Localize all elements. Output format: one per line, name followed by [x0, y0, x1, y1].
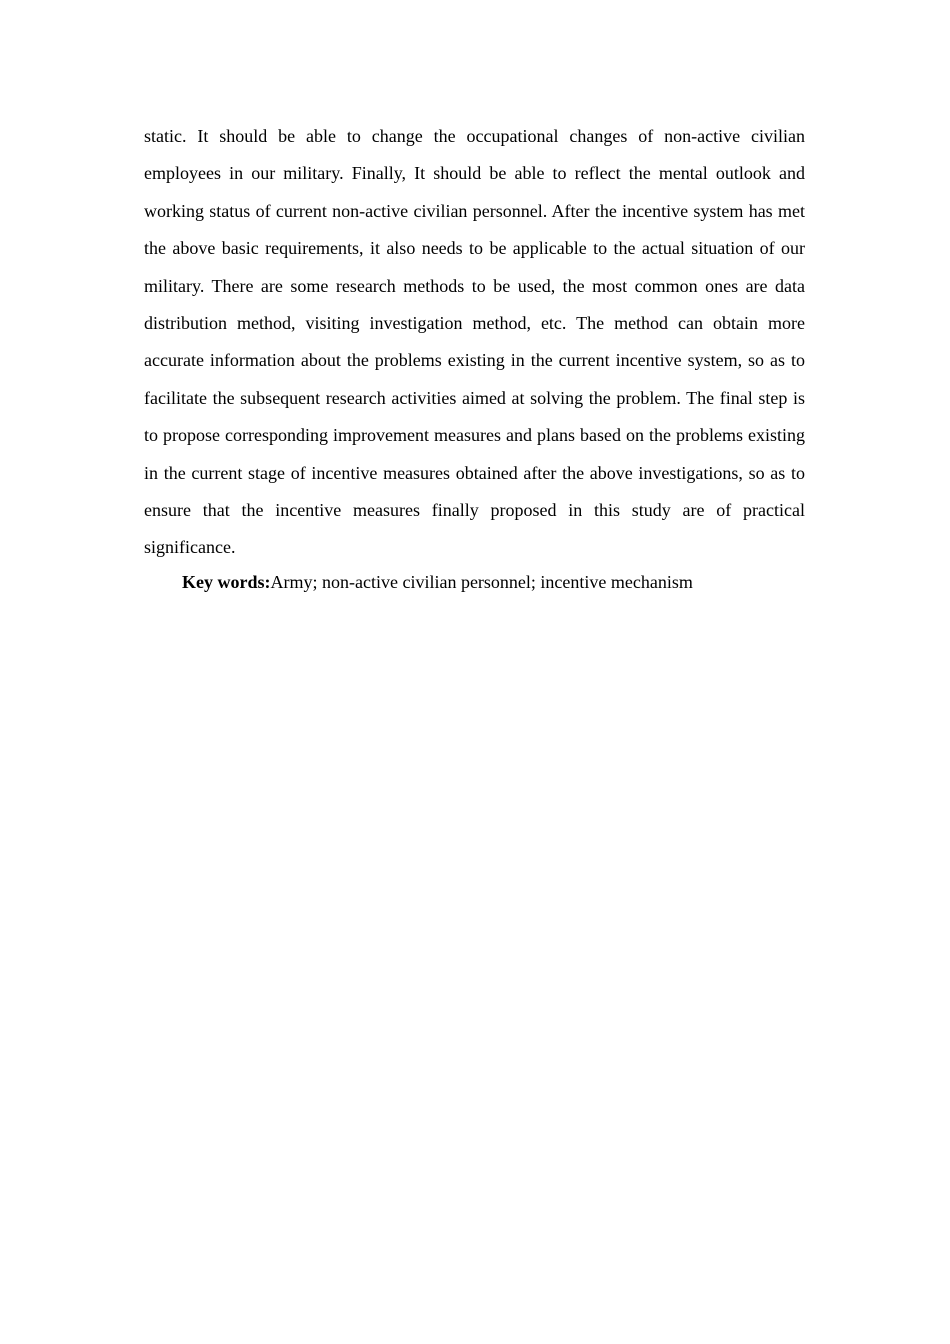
keywords-line — [144, 564, 805, 601]
keywords-value: Army; non-active civilian personnel; incentive mechanism — [270, 571, 693, 592]
page-content — [144, 118, 805, 601]
body-paragraph: static. It should be able to change the occupational changes of non-active civilian employees in our military. Finally, It should be able to reflect the mental outlook and working status of current non-active civilian personnel. After the incentive system has met the above basic requirements, it also needs to be applicable to the actual situation of our military. There are some research methods to be used, the most common ones are data distribution method, visiting investigation method, etc. The method can obtain more accurate information about the problems existing in the current incentive system, so as to facilitate the subsequent research activities aimed at solving the problem. The final step is to propose corresponding improvement measures and plans based on the problems existing in the current stage of incentive measures obtained after the above investigations, so as to ensure that the incentive measures finally proposed in this study are of practical significance. — [144, 126, 805, 558]
keywords-label: Key words: — [182, 571, 271, 592]
